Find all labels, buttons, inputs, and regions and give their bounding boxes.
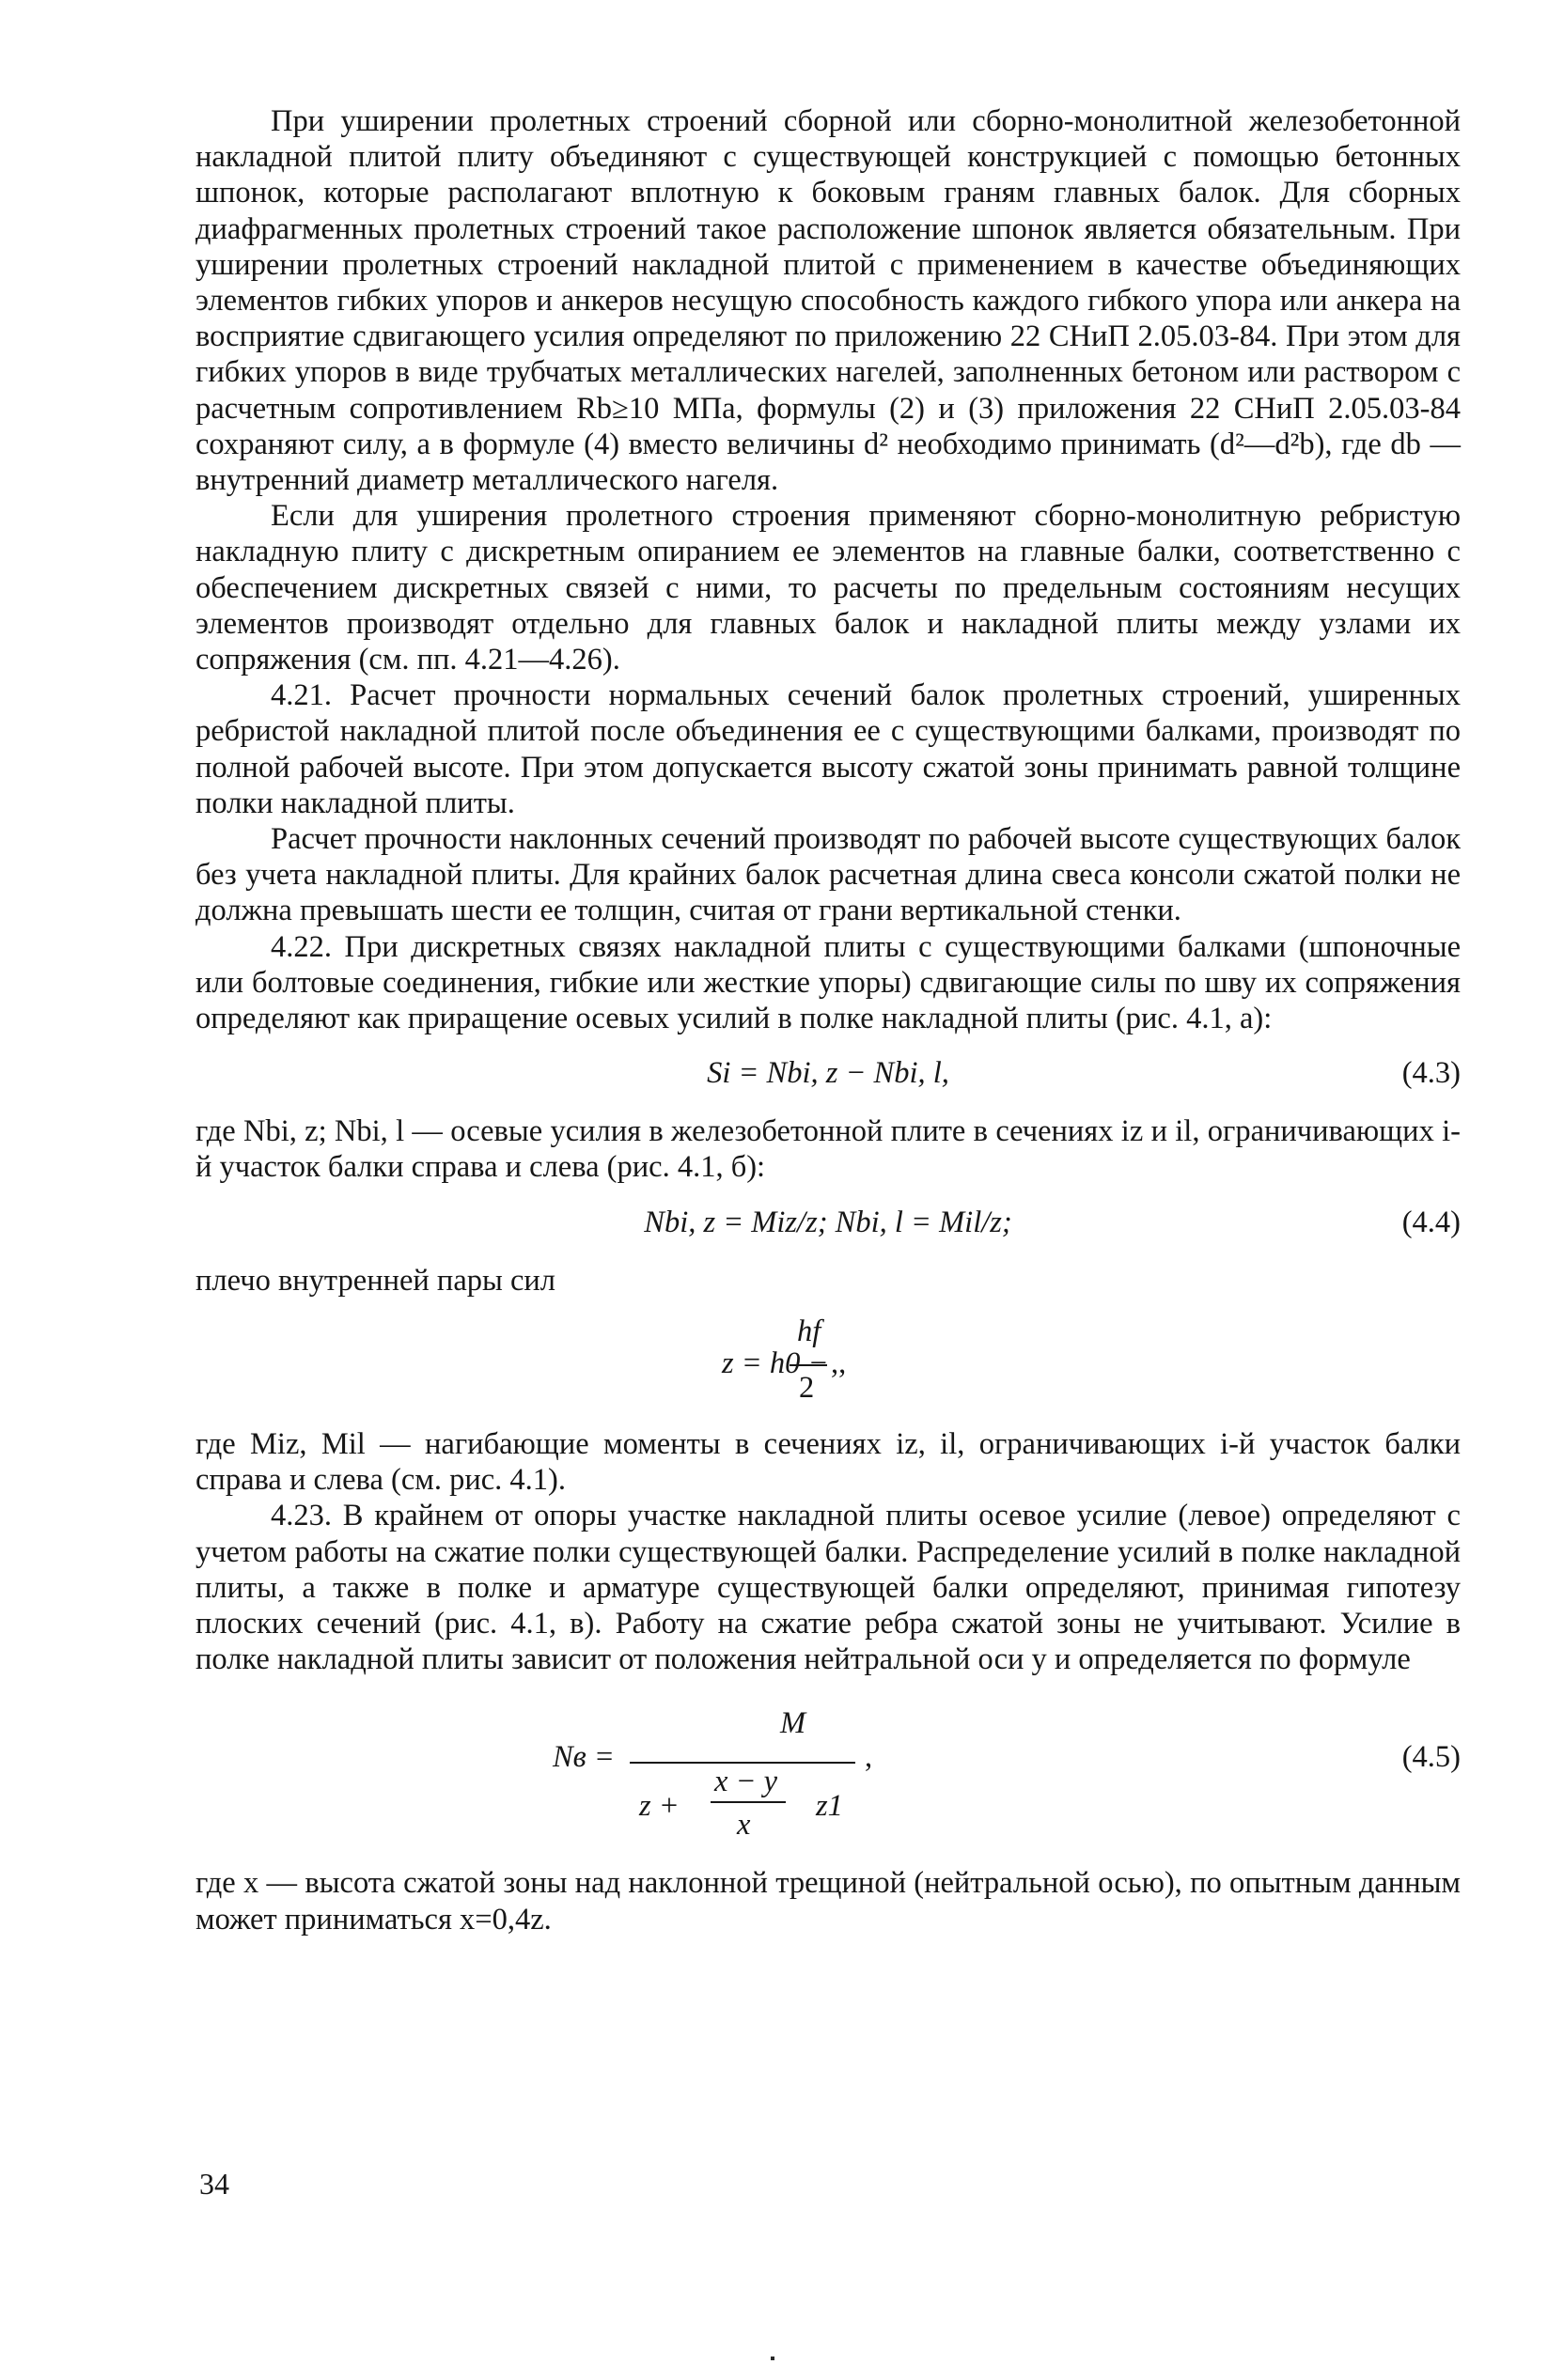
formula-4-4-number: (4.4) — [1401, 1205, 1461, 1239]
formula-4-4-expression: Nbi, z = Miz/z; Nbi, l = Mil/z; — [644, 1205, 1012, 1239]
formula-4-4 — [195, 1199, 1461, 1255]
formula-4-5-numerator: M — [780, 1706, 806, 1741]
formula-4-5-lhs: Nв = — [553, 1740, 615, 1775]
formula-z-lhs: z = h0 − — [722, 1346, 829, 1380]
formula-4-5-inner-bar — [711, 1801, 786, 1803]
paragraph-inclined-sections: Расчет прочности наклонных сечений производят по рабочей высоте существующих балок без учета накладной плиты. Для крайних балок расчетная длина свеса консоли сжатой полки не должна превышать шести ее толщин, считая от грани вертикальной стенки. — [195, 822, 1461, 928]
formula-4-5-den-right: z1 — [816, 1789, 843, 1824]
formula-4-5-den-left: z + — [639, 1789, 680, 1824]
document-body — [195, 103, 1461, 1937]
where-moments: где Miz, Mil — нагибающие моменты в сечениях iz, il, ограничивающих i-й участок балки справа и слева (см. рис. 4.1). — [195, 1426, 1461, 1498]
formula-z-denominator: 2 — [799, 1370, 815, 1405]
formula-4-5-number: (4.5) — [1401, 1740, 1461, 1775]
where-compressed-zone: где x — высота сжатой зоны над наклонной трещиной (нейтральной осью), по опытным данным может приниматься x=0,4z. — [195, 1866, 1461, 1937]
formula-4-3-expression: Si = Nbi, z − Nbi, l, — [707, 1056, 949, 1091]
formula-z-tail: ,, — [831, 1346, 847, 1380]
where-axial-forces: где Nbi, z; Nbi, l — осевые усилия в железобетонной плите в сечениях iz и il, ограничивающих i-й участок балки справа и слева (рис. 4.1, б): — [195, 1114, 1461, 1185]
formula-z-numerator: hf — [797, 1314, 821, 1348]
formula-4-5-inner-numerator: x − y — [714, 1765, 778, 1799]
formula-z-fraction-bar — [790, 1364, 827, 1366]
formula-4-3-number: (4.3) — [1401, 1056, 1461, 1091]
scan-speck — [771, 2357, 774, 2360]
paragraph-4-23: 4.23. В крайнем от опоры участке накладной плиты осевое усилие (левое) определяют с учетом работы на сжатие полки существующей балки. Распределение усилий в полке накладной плиты, а также в полке и арматуре существующей балки определяют, принимая гипотезу плоских сечений (рис. 4.1, в). Работу на сжатие ребра сжатой зоны не учитывают. Усилие в полке накладной плиты зависит от положения нейтральной оси y и определяется по формуле — [195, 1499, 1461, 1677]
paragraph-4-22: 4.22. При дискретных связях накладной плиты с существующими балками (шпоночные или болтовые соединения, гибкие или жесткие упоры) сдвигающие силы по шву их сопряжения определяют как приращение осевых усилий в полке накладной плиты (рис. 4.1, а): — [195, 929, 1461, 1036]
arm-text: плечо внутренней пары сил — [195, 1263, 556, 1298]
formula-z — [195, 1306, 1461, 1417]
paragraph-ribbed-slab: Если для уширения пролетного строения применяют сборно-монолитную ребристую накладную плиту с дискретным опиранием ее элементов на главные балки, соответственно с обеспечением дискретных связей с ними, то расчеты по предельным состояниям несущих элементов производят отдельно для главных балок и накладной плиты между узлами их сопряжения (см. пп. 4.21—4.26). — [195, 499, 1461, 677]
formula-4-5-inner-denominator: x — [737, 1808, 751, 1843]
formula-4-3 — [195, 1050, 1461, 1106]
paragraph-4-21: 4.21. Расчет прочности нормальных сечений балок пролетных строений, уширенных ребристой накладной плитой после объединения ее с существующими балками, производят по полной рабочей высоте. При этом допускается высоту сжатой зоны принимать равной толщине полки накладной плиты. — [195, 678, 1461, 820]
page-number: 34 — [199, 2167, 229, 2201]
formula-4-5 — [195, 1690, 1461, 1850]
formula-4-5-comma: , — [865, 1740, 873, 1775]
paragraph-uwidening: При уширении пролетных строений сборной или сборно-монолитной железобетонной накладной плитой плиту объединяют с существующей конструкцией с помощью бетонных шпонок, которые располагают вплотную к боковым граням главных балок. Для сборных диафрагменных пролетных строений такое расположение шпонок является обязательным. При уширении пролетных строений накладной плитой с применением в качестве объединяющих элементов гибких упоров и анкеров несущую способность каждого гибкого упора или анкера на восприятие сдвигающего усилия определяют по приложению 22 СНиП 2.05.03-84. При этом для гибких упоров в виде трубчатых металлических нагелей, заполненных бетоном или раствором с расчетным сопротивлением Rb≥10 МПа, формулы (2) и (3) приложения 22 СНиП 2.05.03-84 сохраняют силу, а в формуле (4) вместо величины d² необходимо принимать (d²—d²b), где db — внутренний диаметр металлического нагеля. — [195, 104, 1461, 498]
